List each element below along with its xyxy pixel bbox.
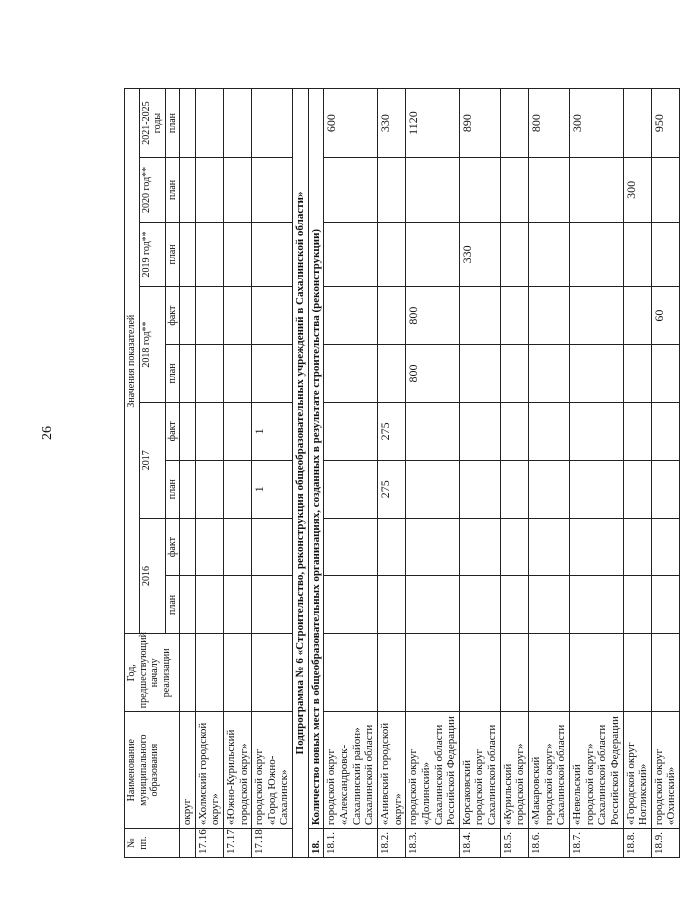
municipality-name: «Анивский городской округ» [377, 712, 405, 829]
row-number: 18.9. [651, 829, 679, 858]
value-cell [459, 345, 500, 403]
value-cell [195, 89, 223, 158]
value-cell [223, 89, 251, 158]
value-cell [252, 287, 293, 345]
prev-year-cell [459, 634, 500, 712]
value-cell [180, 287, 196, 345]
row-number: 18.6. [529, 829, 570, 858]
table-row [377, 89, 405, 858]
value-cell [252, 222, 293, 287]
value-cell [623, 89, 651, 158]
value-cell [223, 460, 251, 518]
value-cell [500, 89, 528, 158]
value-cell [180, 576, 196, 634]
value-cell [195, 460, 223, 518]
municipality-name: «Макаровский городской округ» Сахалинской области [529, 712, 570, 829]
municipality-name: городской округ «Город Южно-Сахалинск» [252, 712, 293, 829]
prev-year-cell [623, 634, 651, 712]
value-cell: 275 [377, 460, 405, 518]
value-cell: 275 [377, 402, 405, 460]
header-prev-year: Год, предшествующий началу реализации [125, 634, 180, 712]
value-cell [500, 345, 528, 403]
value-cell [195, 402, 223, 460]
value-cell [623, 460, 651, 518]
table-row [252, 89, 293, 858]
value-cell: 330 [459, 222, 500, 287]
value-cell [324, 158, 378, 223]
value-cell [377, 518, 405, 576]
value-cell [223, 345, 251, 403]
value-cell [406, 222, 460, 287]
row-number [180, 829, 196, 858]
value-cell [406, 158, 460, 223]
value-cell [569, 402, 623, 460]
header-plan: план [165, 576, 180, 634]
header-municipality: Наименование муниципального образования [125, 712, 180, 829]
header-year-2017: 2017 [139, 402, 165, 518]
value-cell: 330 [377, 89, 405, 158]
value-cell [651, 158, 679, 223]
value-cell [180, 345, 196, 403]
value-cell [180, 222, 196, 287]
value-cell [195, 287, 223, 345]
value-cell: 1120 [406, 89, 460, 158]
value-cell: 60 [651, 287, 679, 345]
value-cell: 800 [406, 345, 460, 403]
value-cell [252, 89, 293, 158]
value-cell [569, 460, 623, 518]
prev-year-cell [406, 634, 460, 712]
table-row [180, 89, 196, 858]
prev-year-cell [195, 634, 223, 712]
value-cell [623, 518, 651, 576]
value-cell [252, 345, 293, 403]
value-cell [529, 460, 570, 518]
header-plan: план [165, 345, 180, 403]
value-cell [180, 89, 196, 158]
prev-year-cell [377, 634, 405, 712]
value-cell [623, 576, 651, 634]
value-cell: 890 [459, 89, 500, 158]
value-cell [500, 287, 528, 345]
subprogram-title: Подпрограмма № 6 «Строительство, реконструкция общеобразовательных учреждений в Сахалинской области» [293, 89, 309, 858]
value-cell [529, 402, 570, 460]
value-cell: 1 [252, 460, 293, 518]
value-cell [406, 576, 460, 634]
value-cell [623, 345, 651, 403]
value-cell [569, 518, 623, 576]
header-values: Значения показателей [125, 89, 140, 634]
subprogram-row [293, 89, 309, 858]
row-number: 18.5. [500, 829, 528, 858]
value-cell: 950 [651, 89, 679, 158]
municipality-name: городской округ «Долинский» Сахалинской области Российской Федерации [406, 712, 460, 829]
value-cell [195, 158, 223, 223]
table-row [623, 89, 651, 858]
value-cell [180, 158, 196, 223]
value-cell [651, 345, 679, 403]
value-cell [324, 576, 378, 634]
value-cell: 300 [569, 89, 623, 158]
value-cell [223, 158, 251, 223]
value-cell: 1 [252, 402, 293, 460]
prev-year-cell [324, 634, 378, 712]
value-cell [377, 158, 405, 223]
value-cell [459, 460, 500, 518]
header-plan: план [165, 460, 180, 518]
value-cell [180, 460, 196, 518]
prev-year-cell [180, 634, 196, 712]
value-cell [324, 222, 378, 287]
header-year-2020: 2020 год** [139, 158, 165, 223]
value-cell [569, 576, 623, 634]
value-cell [324, 287, 378, 345]
value-cell [180, 402, 196, 460]
value-cell [459, 576, 500, 634]
value-cell: 800 [406, 287, 460, 345]
value-cell [651, 460, 679, 518]
value-cell [324, 518, 378, 576]
value-cell [500, 222, 528, 287]
value-cell [529, 518, 570, 576]
value-cell [223, 576, 251, 634]
value-cell [223, 222, 251, 287]
value-cell [195, 576, 223, 634]
value-cell [651, 402, 679, 460]
row-number: 18.1. [324, 829, 378, 858]
page-number: 26 [40, 426, 55, 440]
municipality-name: городской округ «Александровск-Сахалинский район» Сахалинской области [324, 712, 378, 829]
value-cell [651, 576, 679, 634]
row-number: 18.8. [623, 829, 651, 858]
value-cell: 300 [623, 158, 651, 223]
value-cell [623, 287, 651, 345]
value-cell [529, 158, 570, 223]
value-cell [459, 402, 500, 460]
value-cell [406, 518, 460, 576]
value-cell: 800 [529, 89, 570, 158]
table-row [195, 89, 223, 858]
value-cell [569, 345, 623, 403]
value-cell [195, 518, 223, 576]
municipality-name: Корсаковский городской округ Сахалинской области [459, 712, 500, 829]
header-no: № пп. [125, 829, 180, 858]
value-cell [569, 287, 623, 345]
value-cell [406, 402, 460, 460]
value-cell [529, 287, 570, 345]
value-cell [529, 576, 570, 634]
prev-year-cell [252, 634, 293, 712]
header-year-2016: 2016 [139, 518, 165, 634]
header-fact: факт [165, 402, 180, 460]
value-cell [623, 402, 651, 460]
value-cell [500, 518, 528, 576]
prev-year-cell [569, 634, 623, 712]
value-cell [180, 518, 196, 576]
value-cell [569, 222, 623, 287]
rotated-table-wrapper [124, 88, 678, 858]
municipality-name: «Южно-Курильский городской округ» [223, 712, 251, 829]
table-row [500, 89, 528, 858]
value-cell [500, 576, 528, 634]
header-year-2021-2025: 2021-2025 годы [139, 89, 165, 158]
header-year-2019: 2019 год** [139, 222, 165, 287]
municipality-name: «Невельский городской округ» Сахалинской области Российской Федерации [569, 712, 623, 829]
header-year-2018: 2018 год** [139, 287, 165, 403]
header-plan: план [165, 222, 180, 287]
prev-year-cell [223, 634, 251, 712]
municipality-name: «Курильский городской округ» [500, 712, 528, 829]
table-row [223, 89, 251, 858]
row-number: 18.4. [459, 829, 500, 858]
value-cell [651, 518, 679, 576]
table-row [324, 89, 378, 858]
value-cell [529, 345, 570, 403]
table-row [651, 89, 679, 858]
value-cell [252, 518, 293, 576]
table-row [529, 89, 570, 858]
value-cell [406, 460, 460, 518]
value-cell [529, 222, 570, 287]
value-cell: 600 [324, 89, 378, 158]
row-number: 18.7. [569, 829, 623, 858]
header-plan: план [165, 89, 180, 158]
value-cell [623, 222, 651, 287]
municipality-name: «Холмский городской округ» [195, 712, 223, 829]
header-fact: факт [165, 287, 180, 345]
row-number: 17.18 [252, 829, 293, 858]
header-fact: факт [165, 518, 180, 576]
table-row [569, 89, 623, 858]
value-cell [324, 460, 378, 518]
value-cell [459, 158, 500, 223]
value-cell [223, 402, 251, 460]
value-cell [377, 576, 405, 634]
indicators-table [124, 88, 680, 858]
value-cell [324, 345, 378, 403]
value-cell [500, 460, 528, 518]
value-cell [223, 287, 251, 345]
table-row [459, 89, 500, 858]
value-cell [569, 158, 623, 223]
value-cell [459, 287, 500, 345]
row-number: 18.3. [406, 829, 460, 858]
value-cell [500, 402, 528, 460]
value-cell [252, 576, 293, 634]
header-plan: план [165, 158, 180, 223]
value-cell [377, 345, 405, 403]
value-cell [377, 287, 405, 345]
value-cell [223, 518, 251, 576]
value-cell [195, 222, 223, 287]
value-cell [324, 402, 378, 460]
section-title: Количество новых мест в общеобразовательных организациях, созданных в результате строительства (реконструкции) [308, 89, 324, 829]
value-cell [252, 158, 293, 223]
municipality-name: округ [180, 712, 196, 829]
prev-year-cell [500, 634, 528, 712]
value-cell [377, 222, 405, 287]
row-number: 17.16 [195, 829, 223, 858]
row-number: 17.17 [223, 829, 251, 858]
value-cell [500, 158, 528, 223]
prev-year-cell [651, 634, 679, 712]
municipality-name: «Городской округ Ногликский» [623, 712, 651, 829]
table-row [406, 89, 460, 858]
value-cell [651, 222, 679, 287]
section-number: 18. [308, 829, 324, 858]
value-cell [195, 345, 223, 403]
prev-year-cell [529, 634, 570, 712]
row-number: 18.2. [377, 829, 405, 858]
value-cell [459, 518, 500, 576]
section-row [308, 89, 324, 858]
municipality-name: городской округ «Охинский» [651, 712, 679, 829]
